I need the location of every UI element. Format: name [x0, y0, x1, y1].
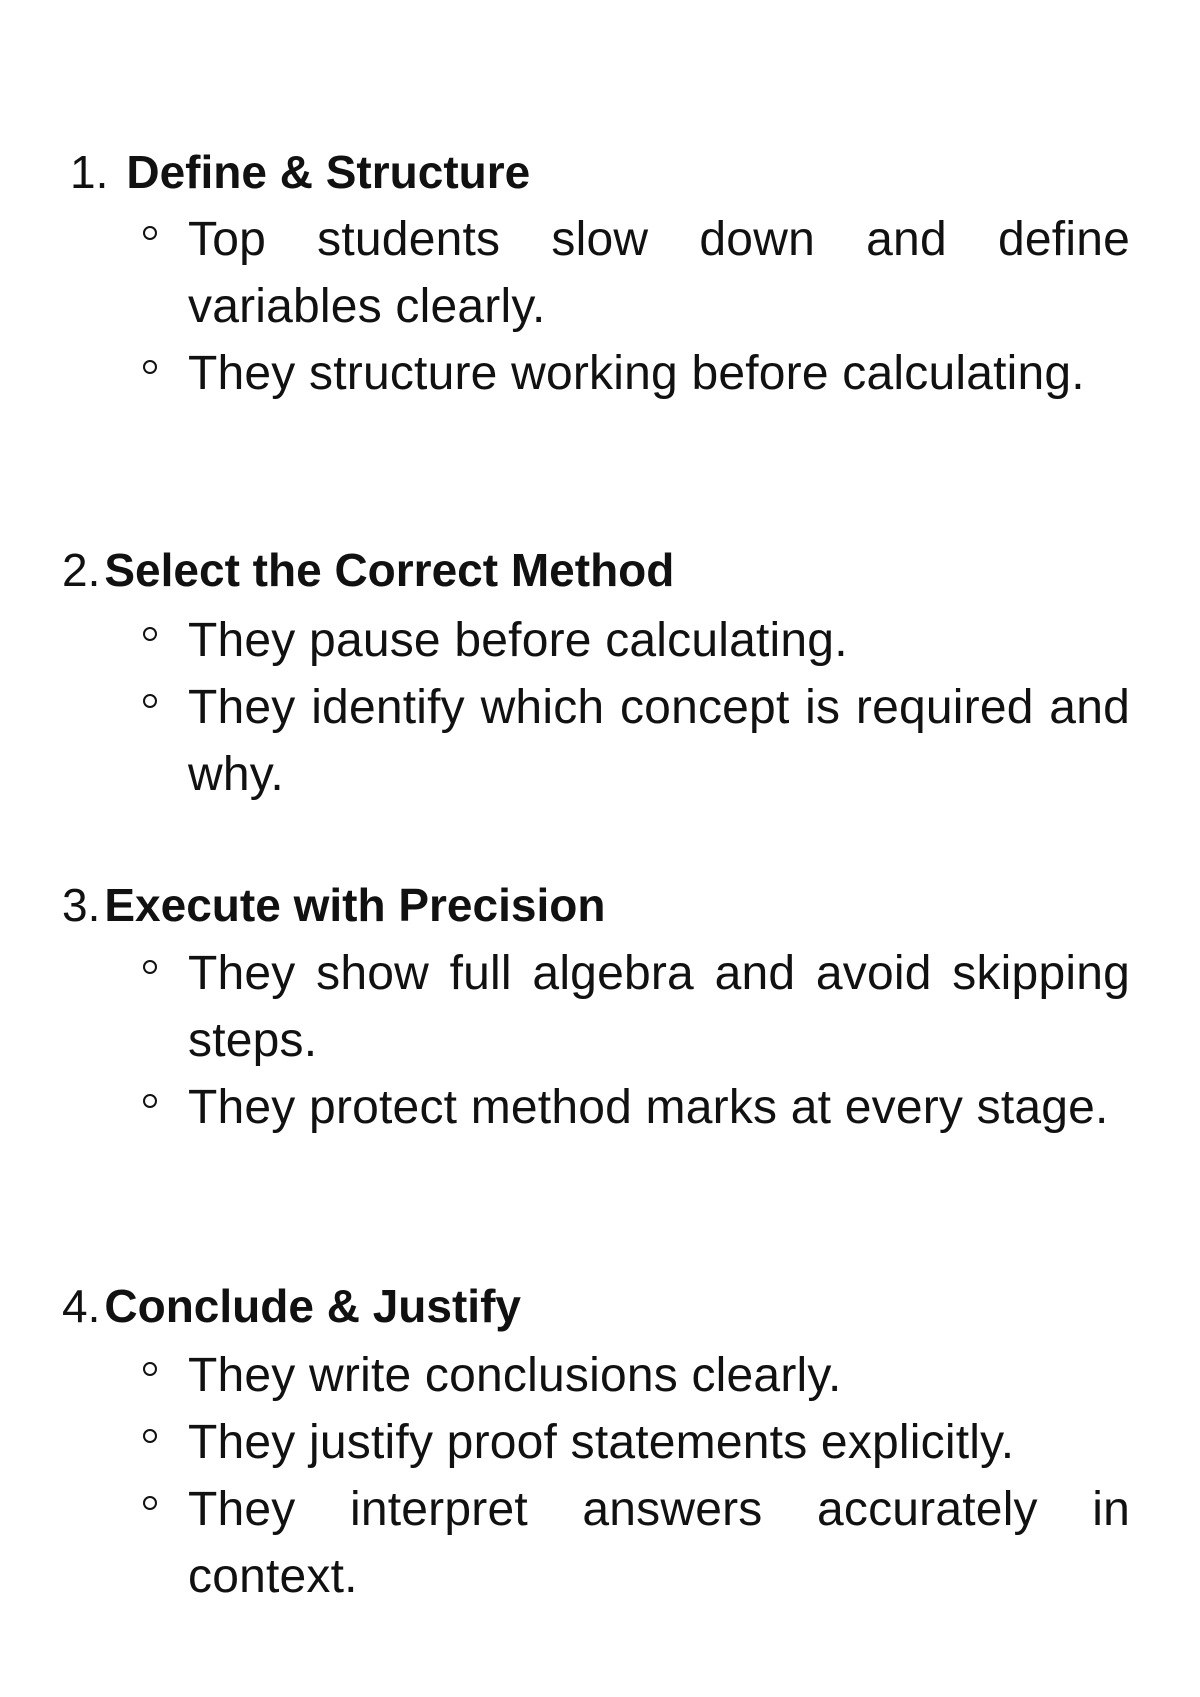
section-heading: [62, 540, 674, 600]
section-title: Execute with Precision: [104, 879, 606, 931]
section-number: 4.: [62, 1280, 101, 1332]
section-title: Select the Correct Method: [104, 544, 675, 596]
list-item-text: They pause before calculating.: [188, 614, 848, 667]
list-item-text: They structure working before calculating.: [188, 347, 1085, 400]
list-item-text: They justify proof statements explicitly.: [188, 1416, 1015, 1469]
hollow-circle-bullet-icon: [143, 627, 157, 641]
section-title: Conclude & Justify: [104, 1280, 521, 1332]
hollow-circle-bullet-icon: [143, 1362, 157, 1376]
list-item-text: Top students slow down and define variables clearly.: [188, 213, 1130, 333]
hollow-circle-bullet-icon: [143, 960, 157, 974]
list-item-text: They write conclusions clearly.: [188, 1349, 842, 1402]
list-item-text: They interpret answers accurately in context.: [188, 1483, 1130, 1603]
section-number: 1.: [70, 146, 109, 198]
list-item-text: They identify which concept is required and why.: [188, 681, 1130, 801]
hollow-circle-bullet-icon: [143, 1429, 157, 1443]
section-title: Define & Structure: [126, 146, 531, 198]
list-item-text: They protect method marks at every stage.: [188, 1081, 1109, 1134]
section-heading: [62, 875, 605, 935]
section-heading: [70, 142, 530, 202]
hollow-circle-bullet-icon: [143, 1094, 157, 1108]
hollow-circle-bullet-icon: [143, 694, 157, 708]
section-number: 3.: [62, 879, 101, 931]
hollow-circle-bullet-icon: [143, 226, 157, 240]
section-heading: [62, 1276, 521, 1336]
hollow-circle-bullet-icon: [143, 360, 157, 374]
list-item-text: They show full algebra and avoid skipping steps.: [188, 947, 1130, 1067]
section-number: 2.: [62, 544, 101, 596]
hollow-circle-bullet-icon: [143, 1496, 157, 1510]
